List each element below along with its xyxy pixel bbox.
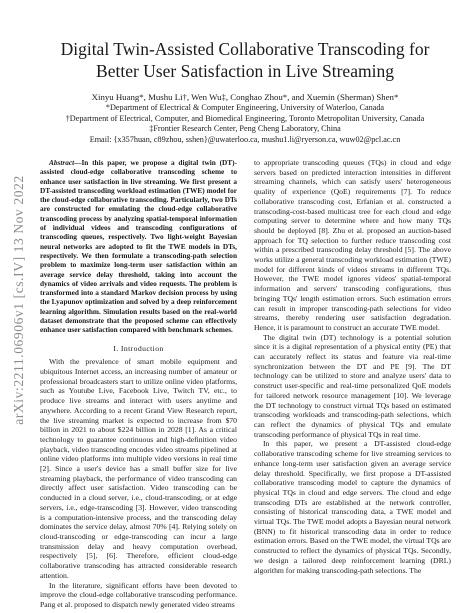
abstract-label: Abstract — [49, 158, 75, 167]
intro-paragraph-1: With the prevalence of smart mobile equipment and ubiquitous Internet access, an increasing number of amateur or professional broadcasters start to utilize online video platforms, such as Youtube Live, Facebook Live, Twitch TV, etc., to produce live streams and interact with users anytime and anywhere. According to a recent Grand View Research report, the live streaming market is expected to increase from $70 billion in 2021 to about $224 billion in 2028 [1]. As a critical technology to guarantee continuous and high-definition video playback, video transcoding encodes video streams pipelined at online video platforms into multiple video versions in real time [2]. Since a user's device has a small buffer size for live streaming playback, the performance of video transcoding can directly affect user satisfaction. Video transcoding can be conducted in a cloud server, i.e., cloud-transcoding, or at edge servers, i.e., edge-transcoding [3]. However, video transcoding is a computation-intensive process, and the transcoding delay dominates the service delay, almost 70% [4]. Relying solely on cloud-transcoding or edge-transcoding can incur a large transmission delay and heavy computation overhead, respectively [5], [6]. Therefore, efficient cloud-edge collaborative transcoding has attracted considerable research attention. — [40, 357, 237, 580]
left-column — [40, 158, 237, 610]
abstract-text: —In this paper, we propose a digital twin (DT)-assisted cloud-edge collaborative transcoding scheme to enhance user satisfaction in live streaming. We first present a DT-assisted transcoding workload estimation (TWE) model for the cloud-edge collaborative transcoding. Particularly, two DTs are constructed for emulating the cloud-edge collaborative transcoding process by analyzing spatial-temporal information of individual videos and transcoding configurations of transcoding queues, respectively. Two light-weight Bayesian neural networks are adopted to fit the TWE models in DTs, respectively. We then formulate a transcoding-path selection problem to maximize long-term user satisfaction within an average service delay threshold, taking into account the dynamics of video arrivals and video requests. The problem is transformed into a standard Markov decision process by using the Lyapunov optimization and solved by a deep reinforcement learning algorithm. Simulation results based on the real-world dataset demonstrate that the proposed scheme can effectively enhance user satisfaction compared with benchmark schemes. — [40, 158, 237, 335]
affiliation-2: †Department of Electrical, Computer, and Biomedical Engineering, Toronto Metropolitan University, Canada — [65, 113, 425, 123]
affiliation-1: *Department of Electrical & Computer Engineering, University of Waterloo, Canada — [105, 103, 385, 112]
right-paragraph-3: In this paper, we present a DT-assisted cloud-edge collaborative transcoding scheme for live streaming services to enhance long-term user satisfaction given an average service delay threshold. Specifically, we first propose a DT-assisted collaborative transcoding model to capture the dynamics of physical TQs in cloud and edge servers. The cloud and edge transcoding DTs are established at the network controller, consisting of historical transcoding data, a TWE model and virtual TQs. The TWE model adopts a Bayesian neural network (BNN) to fit historical transcoding data in order to reduce estimation errors. Based on the TWE model, the virtual TQs are constructed to reflect the dynamics of physical TQs. Secondly, we design a tailored deep reinforcement learning (DRL) algorithm for making transcoding-path selections. The — [254, 439, 451, 575]
arxiv-id-text: arXiv:2211.06906v1 [cs.IV] 13 Nov 2022 — [11, 175, 26, 425]
abstract-paragraph — [40, 158, 237, 335]
right-column — [254, 158, 451, 575]
section-heading-introduction: I. Introduction — [113, 343, 164, 353]
affiliation-3: ‡Frontier Research Center, Peng Cheng Laboratory, China — [149, 124, 341, 134]
right-paragraph-2: The digital twin (DT) technology is a potential solution since it is a digital representation of a physical entity (PE) that can accurately reflect its status and feature via real-time synchronization between the DT and PE [9]. The DT technology can be utilized to store and analyze users' data to construct user-specific and real-time personalized QoE models for tailored network resource management [10]. We leverage the DT technology to construct virtual TQs based on estimated transcoding workloads and transcoding-path selections, which can reflect the dynamics of physical TQs and emulate transcoding performance of physical TQs in real time. — [254, 332, 451, 439]
author-names: Xinyu Huang*, Mushu Li†, Wen Wu‡, Conghao Zhou*, and Xuemin (Sherman) Shen* — [91, 92, 399, 102]
intro-paragraph-2: In the literature, significant efforts have been devoted to improve the cloud-edge collaborative transcoding performance. Pang et al. proposed to dispatch newly generated video streams — [40, 580, 237, 609]
author-block — [40, 92, 450, 145]
paper-title: Digital Twin-Assisted Collaborative Transcoding for Better User Satisfaction in Live Streaming — [60, 39, 430, 81]
abstract — [40, 158, 237, 335]
author-emails: Email: {x357huan, c89zhou, sshen}@uwaterloo.ca, mushu1.li@ryerson.ca, wuw02@pcl.ac.cn — [89, 134, 401, 144]
arxiv-identifier — [8, 80, 30, 520]
right-paragraph-1: to appropriate transcoding queues (TQs) in cloud and edge servers based on predicted interaction intensities in different streaming channels, which can satisfy users' heterogeneous quality of experience (QoE) requirements [7]. To reduce collaborative transcoding cost, Erfanian et al. constructed a transcoding-cost-based multicast tree for each cloud and edge computing server to determine where and how many TQs should be deployed [8]. Zhu et al. proposed an auction-based approach for TQ selection to further reduce transcoding cost within a prescribed transcoding delay threshold [5]. The above works utilize a general transcoding workload estimation (TWE) model for different kinds of videos streams in different TQs. However, the TWE model ignores videos' spatial-temporal information and servers' transcoding configurations, thus bringing TQs' length estimation errors. Such estimation errors can result in improper transcoding-path selections for video streams, thereby rendering user satisfaction degradation. Hence, it is paramount to construct an accurate TWE model. — [254, 158, 451, 332]
